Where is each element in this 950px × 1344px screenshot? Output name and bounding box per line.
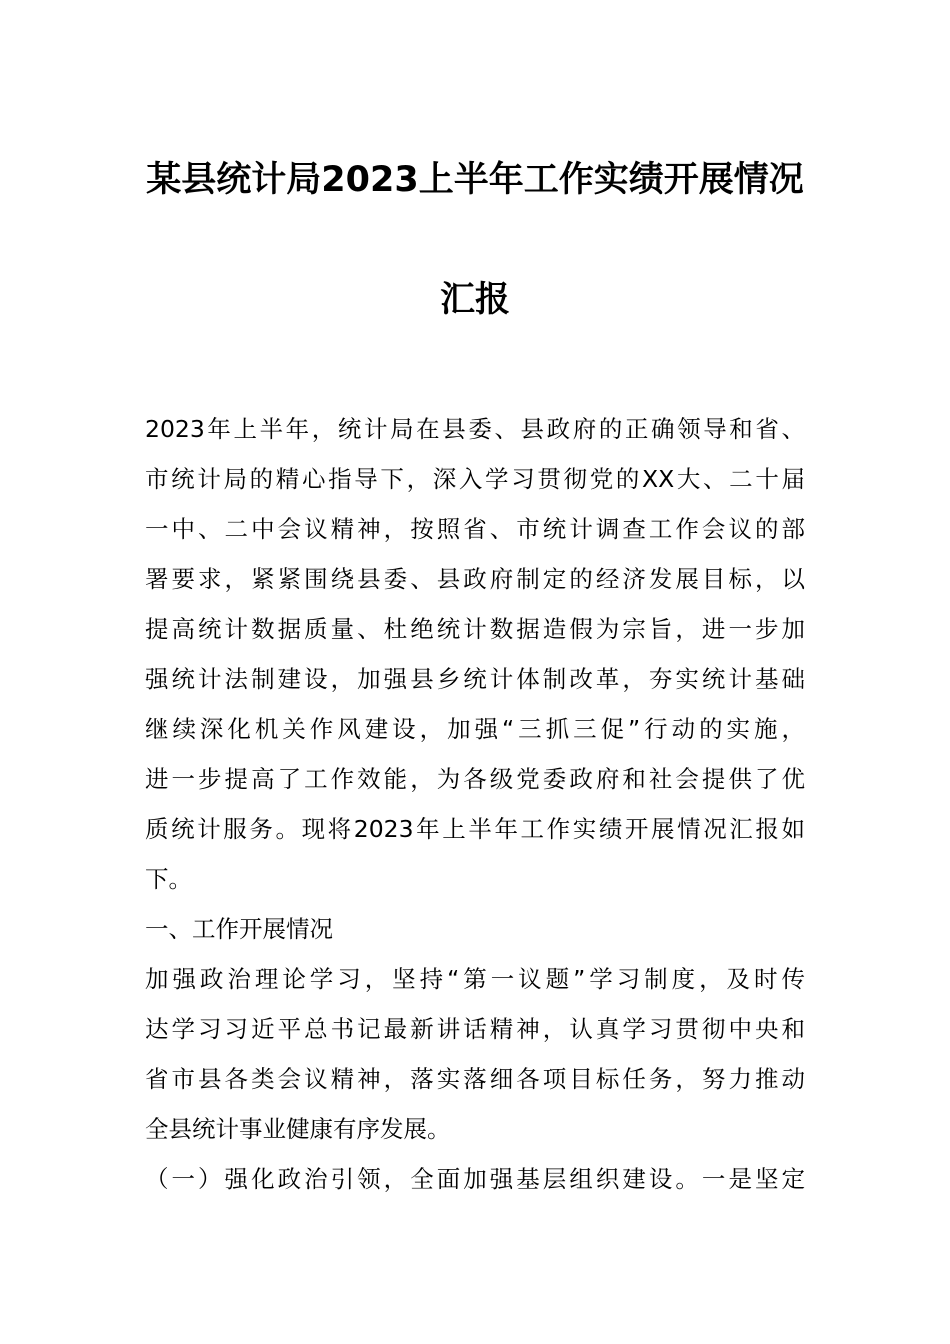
paragraph-line: 2023年上半年，统计局在县委、县政府的正确领导和省、 bbox=[145, 415, 805, 443]
paragraph-line: 加强政治理论学习，坚持“第一议题”学习制度，及时传 bbox=[145, 965, 805, 993]
paragraph-line: 省市县各类会议精神，落实落细各项目标任务，努力推动 bbox=[145, 1065, 805, 1093]
paragraph-line: 进一步提高了工作效能，为各级党委政府和社会提供了优 bbox=[145, 765, 805, 793]
paragraph-line: 一中、二中会议精神，按照省、市统计调查工作会议的部 bbox=[145, 515, 805, 543]
paragraph-line: 全县统计事业健康有序发展。 bbox=[145, 1115, 451, 1143]
document-title-line-2: 汇报 bbox=[439, 280, 510, 320]
paragraph-line: 署要求，紧紧围绕县委、县政府制定的经济发展目标，以 bbox=[145, 565, 805, 593]
paragraph-line: 提高统计数据质量、杜绝统计数据造假为宗旨，进一步加 bbox=[145, 615, 805, 643]
paragraph-line: 质统计服务。现将2023年上半年工作实绩开展情况汇报如 bbox=[145, 815, 805, 843]
paragraph-line: 市统计局的精心指导下，深入学习贯彻党的XX大、二十届 bbox=[145, 465, 805, 493]
paragraph-line: 下。 bbox=[145, 865, 192, 893]
subsection-line: （一）强化政治引领，全面加强基层组织建设。一是坚定 bbox=[145, 1165, 805, 1193]
paragraph-line: 强统计法制建设，加强县乡统计体制改革，夯实统计基础 bbox=[145, 665, 805, 693]
paragraph-line: 继续深化机关作风建设，加强“三抓三促”行动的实施， bbox=[145, 715, 805, 743]
section-heading: 一、工作开展情况 bbox=[145, 915, 333, 943]
paragraph-line: 达学习习近平总书记最新讲话精神，认真学习贯彻中央和 bbox=[145, 1015, 805, 1043]
document-title-line-1: 某县统计局2023上半年工作实绩开展情况 bbox=[146, 160, 804, 200]
